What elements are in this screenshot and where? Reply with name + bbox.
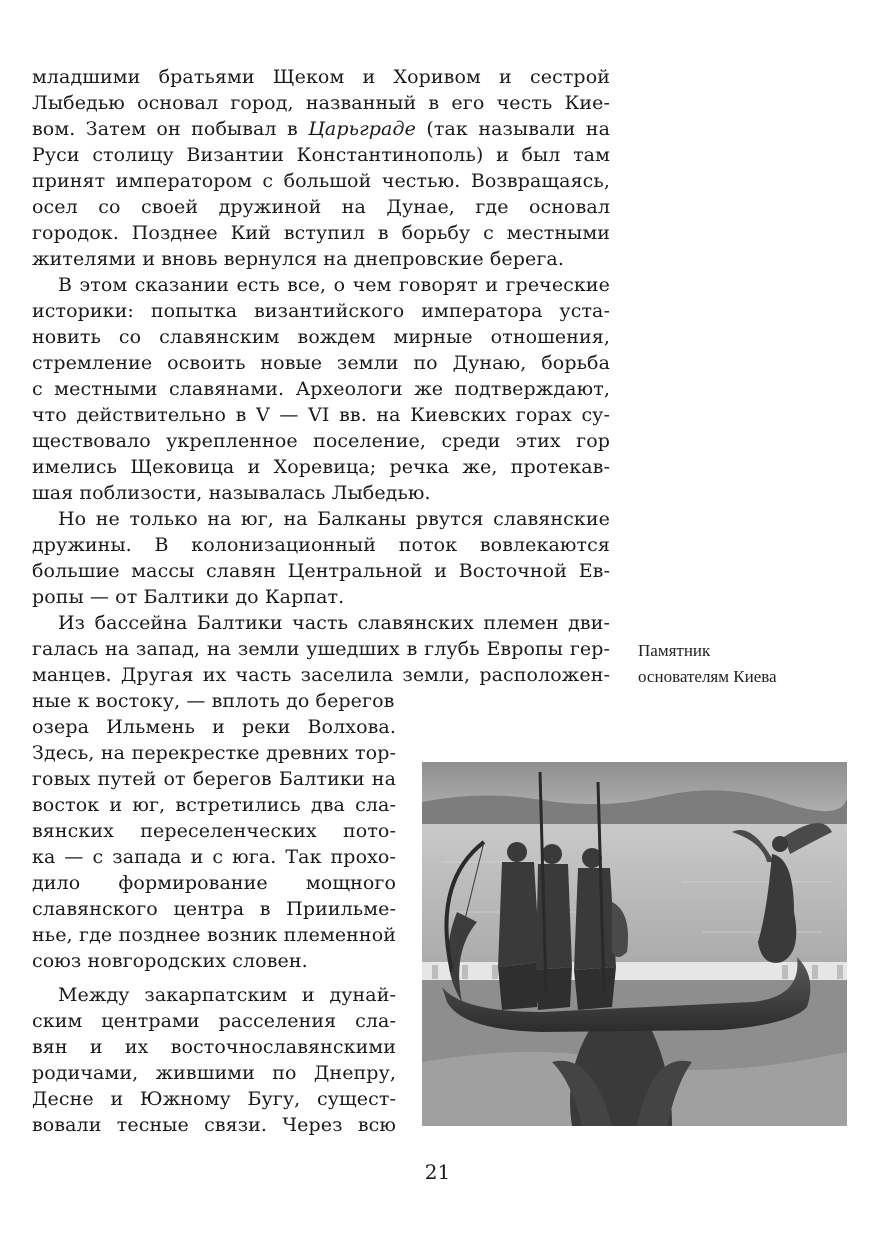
text-line: манцев. Другая их часть заселила земли, расположен-	[32, 664, 610, 686]
figure-caption	[638, 638, 838, 690]
text-line: нье, где позднее возник племенной	[32, 924, 396, 946]
text-line: что действительно в V — VI вв. на Киевских горах су-	[32, 404, 610, 426]
text-line: Руси столицу Византии Константинополь) и был там	[32, 144, 610, 166]
text-line: Здесь, на перекрестке древних тор-	[32, 742, 396, 764]
text-line: ные к востоку, — вплоть до берегов	[32, 690, 395, 712]
text-line: ка — с запада и с юга. Так прохо-	[32, 846, 396, 868]
text-line: городок. Позднее Кий вступил в борьбу с местными	[32, 222, 610, 244]
text-line: ществовало укрепленное поселение, среди этих гор	[32, 430, 610, 452]
text-line: В этом сказании есть все, о чем говорят и греческие	[58, 274, 610, 296]
text-line: говых путей от берегов Балтики на	[32, 768, 396, 790]
text-line: вовали тесные связи. Через всю	[32, 1114, 396, 1136]
text-line: осел со своей дружиной на Дунае, где основал	[32, 196, 610, 218]
text-line: вом. Затем он побывал в Царьграде (так называли на	[32, 118, 610, 140]
caption-line: Памятник	[638, 641, 711, 660]
text-line: дило формирование мощного	[32, 872, 396, 894]
page-number: 21	[424, 1160, 451, 1184]
text-line: жителями и вновь вернулся на днепровские берега.	[32, 248, 564, 270]
text-line: Но не только на юг, на Балканы рвутся славянские	[58, 508, 610, 530]
text-line: Десне и Южному Бугу, сущест-	[32, 1088, 396, 1110]
text-line: младшими братьями Щеком и Хоривом и сестрой	[32, 66, 610, 88]
monument-photo	[422, 762, 847, 1126]
text-line: новить со славянским вождем мирные отношения,	[32, 326, 610, 348]
text-line: большие массы славян Центральной и Восточной Ев-	[32, 560, 610, 582]
text-line: союз новгородских словен.	[32, 950, 308, 972]
text-line: стремление освоить новые земли по Дунаю, борьба	[32, 352, 610, 374]
text-line: ским центрами расселения сла-	[32, 1010, 396, 1032]
text-line: имелись Щековица и Хоревица; речка же, протекав-	[32, 456, 610, 478]
text-line: историки: попытка византийского императора уста-	[32, 300, 610, 322]
text-line: с местными славянами. Археологи же подтверждают,	[32, 378, 610, 400]
text-line: шая поблизости, называлась Лыбедью.	[32, 482, 431, 504]
text-line: вян и их восточнославянскими	[32, 1036, 396, 1058]
text-line: славянского центра в Приильме-	[32, 898, 396, 920]
text-line: Из бассейна Балтики часть славянских племен дви-	[58, 612, 610, 634]
caption-line: основателям Киева	[638, 667, 777, 686]
text-line: дружины. В колонизационный поток вовлекаются	[32, 534, 610, 556]
text-line: родичами, жившими по Днепру,	[32, 1062, 396, 1084]
text-line: вянских переселенческих пото-	[32, 820, 396, 842]
text-line: ропы — от Балтики до Карпат.	[32, 586, 345, 608]
text-line: восток и юг, встретились два сла-	[32, 794, 396, 816]
text-line: Лыбедью основал город, названный в его честь Кие-	[32, 92, 610, 114]
text-line: принят императором с большой честью. Возвращаясь,	[32, 170, 610, 192]
text-line: озера Ильмень и реки Волхова.	[32, 716, 396, 738]
monument-illustration	[422, 762, 847, 1126]
text-line: галась на запад, на земли ушедших в глубь Европы гер-	[32, 638, 610, 660]
text-line: Между закарпатским и дунай-	[58, 984, 396, 1006]
